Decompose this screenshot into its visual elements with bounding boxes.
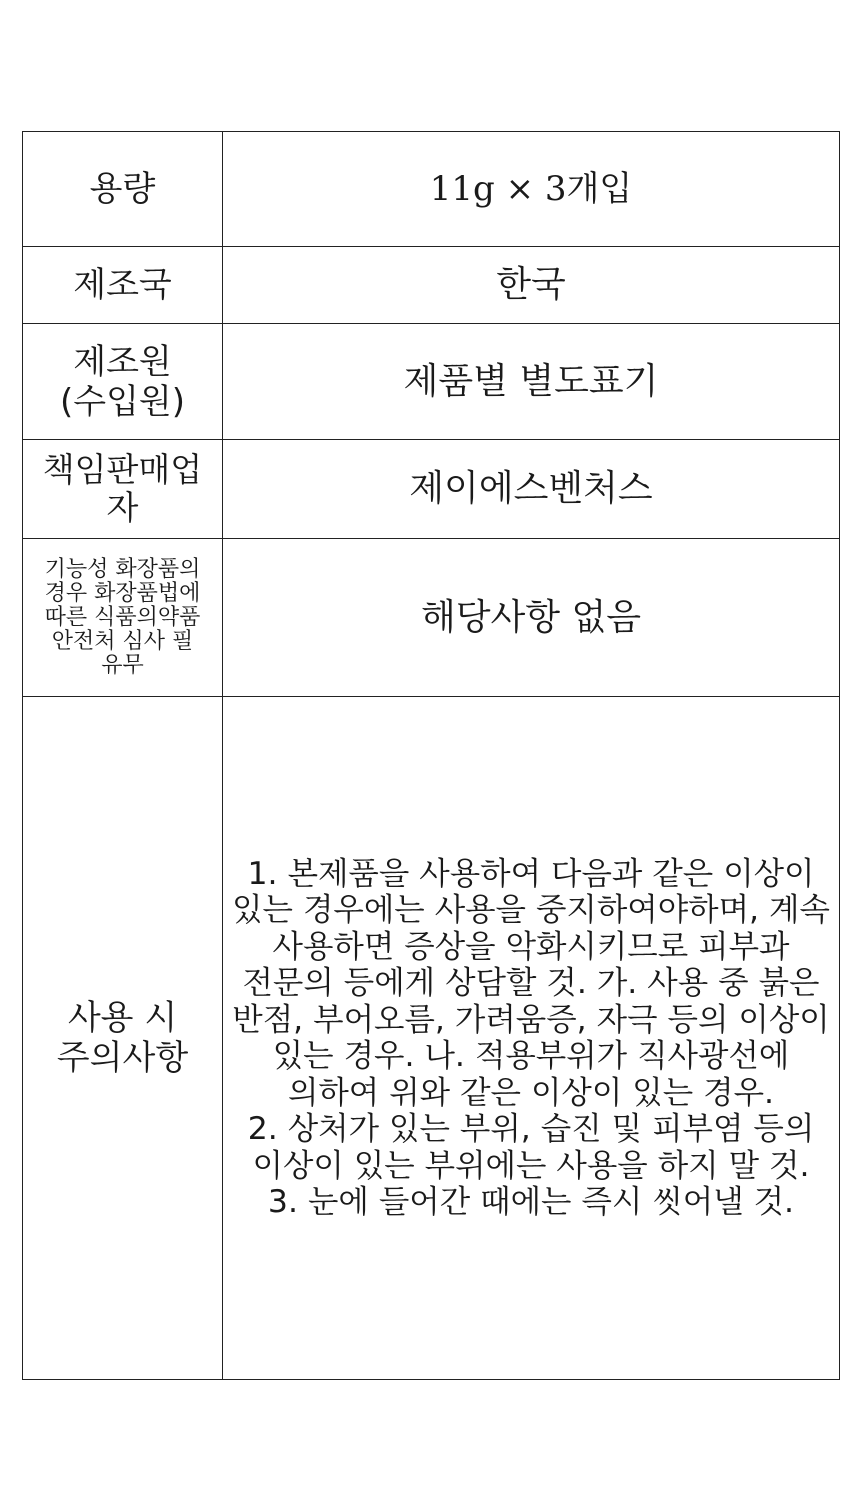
value-capacity: 11g × 3개입 <box>223 132 840 247</box>
table-row <box>23 539 840 697</box>
label-line: 경우 화장품법에 <box>44 580 201 606</box>
value-precautions <box>223 697 840 1380</box>
label-manufacturer <box>23 324 223 440</box>
table-row <box>23 440 840 539</box>
label-line: 사용 시 <box>67 998 178 1038</box>
label-line: 자 <box>106 488 139 527</box>
label-line: 유무 <box>101 652 144 678</box>
precaution-item: 1. 본제품을 사용하여 다음과 같은 이상이 있는 경우에는 사용을 중지하여야하며, 계속 사용하면 증상을 악화시키므로 피부과 전문의 등에게 상담할 것. 가. 사용 중 붉은 반점, 부어오름, 가려움증, 자극 등의 이상이 있는 경우. 나. 적용부위가 직사광선에 의하여 위와 같은 이상이 있는 경우. <box>232 855 830 1111</box>
table-row <box>23 247 840 324</box>
label-precautions <box>23 697 223 1380</box>
precaution-item: 2. 상처가 있는 부위, 습진 및 피부염 등의 이상이 있는 부위에는 사용을 하지 말 것. <box>247 1111 815 1184</box>
table-row <box>23 697 840 1380</box>
label-country: 제조국 <box>23 247 223 324</box>
label-line: 책임판매업 <box>42 450 203 489</box>
value-manufacturer: 제품별 별도표기 <box>223 324 840 440</box>
value-functional-cosmetic: 해당사항 없음 <box>223 539 840 697</box>
label-line: 제조원 <box>73 341 172 382</box>
label-seller <box>23 440 223 539</box>
value-seller: 제이에스벤처스 <box>223 440 840 539</box>
label-capacity: 용량 <box>23 132 223 247</box>
table-row <box>23 132 840 247</box>
label-functional-cosmetic <box>23 539 223 697</box>
value-country: 한국 <box>223 247 840 324</box>
label-line: 안전처 심사 필 <box>51 628 194 654</box>
table-row <box>23 324 840 440</box>
label-line: 주의사항 <box>56 1038 189 1078</box>
label-line: 기능성 화장품의 <box>44 556 201 582</box>
precaution-item: 3. 눈에 들어간 때에는 즉시 씻어낼 것. <box>267 1184 795 1220</box>
label-line: (수입원) <box>59 381 186 422</box>
product-info-table <box>22 131 840 1380</box>
label-line: 따른 식품의약품 <box>44 604 201 630</box>
